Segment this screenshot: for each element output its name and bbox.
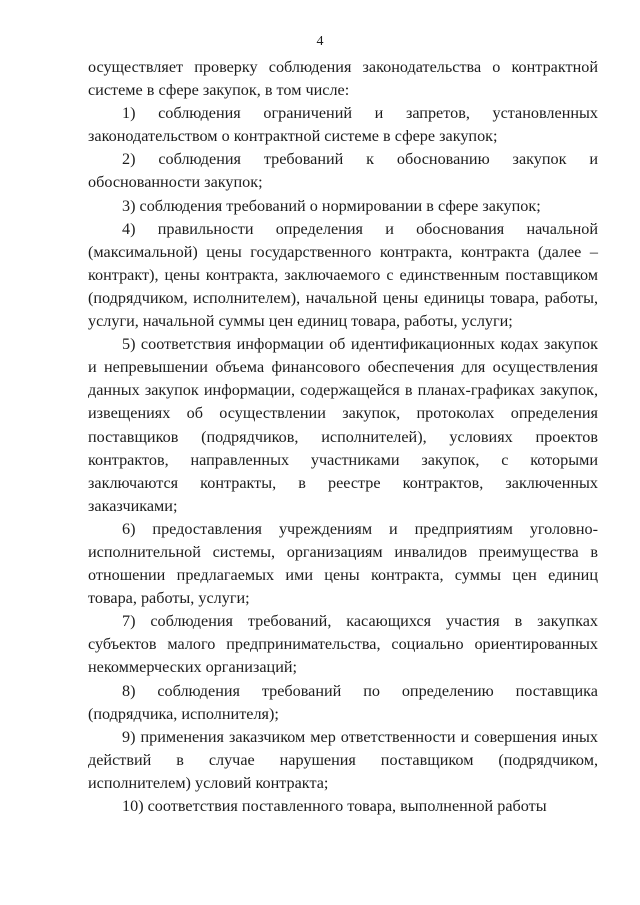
list-item-5: 5) соответствия информации об идентификационных кодах закупок и непревышении объема финансового обеспечения для осуществления данных закупок информации, содержащейся в планах-графиках закупок, извещениях об осуществлении закупок, протоколах определения поставщиков (подрядчиков, исполнителей), условиях проектов контрактов, направленных участниками закупок, с которыми заключаются контракты, в реестре контрактов, заключенных заказчиками; — [88, 335, 598, 515]
list-item-6: 6) предоставления учреждениям и предприятиям уголовно-исполнительной системы, организациям инвалидов преимущества в отношении предлагаемых ими цены контракта, суммы цен единиц товара, работы, услуги; — [88, 519, 598, 608]
list-item-3: 3) соблюдения требований о нормировании в сфере закупок; — [122, 196, 541, 215]
paragraph-intro: осуществляет проверку соблюдения законодательства о контрактной системе в сфере закупок, в том числе: — [88, 58, 598, 100]
list-item-9: 9) применения заказчиком мер ответственности и совершения иных действий в случае нарушения поставщиком (подрядчиком, исполнителем) условий контракта; — [88, 727, 598, 792]
list-item-10: 10) соответствия поставленного товара, выполненной работы — [122, 797, 547, 815]
list-item-1: 1) соблюдения ограничений и запретов, установленных законодательством о контрактной системе в сфере закупок; — [88, 104, 598, 146]
page-number: 4 — [316, 34, 324, 49]
document-body — [88, 56, 598, 818]
list-item-8: 8) соблюдения требований по определению поставщика (подрядчика, исполнителя); — [88, 681, 598, 723]
list-item-2: 2) соблюдения требований к обоснованию закупок и обоснованности закупок; — [88, 150, 598, 192]
list-item-7: 7) соблюдения требований, касающихся участия в закупках субъектов малого предпринимательства, социально ориентированных некоммерческих организаций; — [88, 612, 598, 677]
list-item-4: 4) правильности определения и обоснования начальной (максимальной) цены государственного контракта, контракта (далее – контракт), цены контракта, заключаемого с единственным поставщиком (подрядчиком, исполнителем), начальной цены единицы товара, работы, услуги, начальной суммы цен единиц товара, работы, услуги; — [88, 219, 598, 331]
